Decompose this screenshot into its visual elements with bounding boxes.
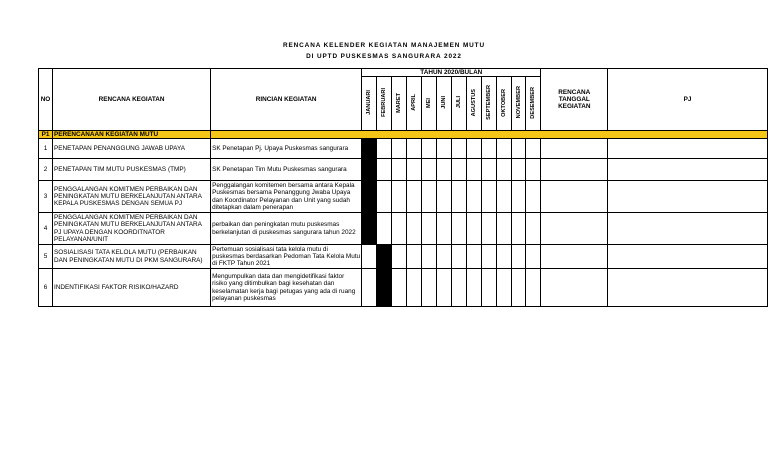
month-cell xyxy=(481,269,496,307)
month-cell xyxy=(481,245,496,269)
month-cell xyxy=(451,139,466,159)
month-cell xyxy=(496,269,511,307)
header-tahun-bulan: TAHUN 2020/BULAN xyxy=(362,69,541,77)
table-row xyxy=(39,269,768,307)
month-header xyxy=(496,77,511,131)
month-cell xyxy=(511,139,526,159)
rencana-tanggal-cell xyxy=(541,139,608,159)
month-label: AGUSTUS xyxy=(470,88,477,117)
month-cell xyxy=(421,159,436,181)
month-cell xyxy=(377,245,392,269)
header-rincian-kegiatan: RINCIAN KEGIATAN xyxy=(211,69,362,131)
month-header xyxy=(392,77,407,131)
month-cell xyxy=(392,269,407,307)
month-header xyxy=(406,77,421,131)
month-cell xyxy=(436,139,451,159)
month-cell xyxy=(511,245,526,269)
month-header xyxy=(466,77,481,131)
pj-cell xyxy=(608,269,768,307)
rencana-tanggal-cell xyxy=(541,269,608,307)
month-cell xyxy=(451,245,466,269)
month-cell xyxy=(466,181,481,213)
month-cell xyxy=(511,213,526,245)
rencana-kegiatan-cell: INDENTIFIKASI FAKTOR RISIKO/HAZARD xyxy=(52,269,210,307)
month-label: MARET xyxy=(396,92,403,113)
month-label: MEI xyxy=(425,97,432,108)
month-cell xyxy=(451,181,466,213)
month-cell xyxy=(526,181,541,213)
month-label: OKTOBER xyxy=(500,88,507,117)
header-no: NO xyxy=(39,69,53,131)
rencana-kegiatan-cell: PENETAPAN PENANGGUNG JAWAB UPAYA xyxy=(52,139,210,159)
month-cell xyxy=(406,269,421,307)
month-cell xyxy=(526,269,541,307)
table-row xyxy=(39,213,768,245)
document-subtitle: DI UPTD PUSKESMAS SANGURARA 2022 xyxy=(306,53,462,60)
month-cell xyxy=(496,181,511,213)
pj-cell xyxy=(608,181,768,213)
month-cell xyxy=(362,139,377,159)
month-cell xyxy=(421,245,436,269)
month-cell xyxy=(526,139,541,159)
month-cell xyxy=(362,245,377,269)
month-cell xyxy=(421,269,436,307)
month-cell xyxy=(526,213,541,245)
row-number: 5 xyxy=(39,245,53,269)
month-cell xyxy=(451,269,466,307)
month-cell xyxy=(481,159,496,181)
month-cell xyxy=(392,213,407,245)
month-cell xyxy=(481,139,496,159)
month-cell xyxy=(392,159,407,181)
month-header xyxy=(377,77,392,131)
section-code: P1 xyxy=(39,131,53,139)
month-label: JANUARI xyxy=(366,90,373,115)
month-cell xyxy=(496,139,511,159)
month-cell xyxy=(481,213,496,245)
month-header xyxy=(481,77,496,131)
section-label: PERENCANAAN KEGIATAN MUTU xyxy=(52,131,210,139)
document-title: RENCANA KELENDER KEGIATAN MANAJEMEN MUTU xyxy=(282,42,486,49)
rencana-kegiatan-cell: PENGGALANGAN KOMITMEN PERBAIKAN DAN PENINGKATAN MUTU BERKELANJUTAN ANTARA PJ UPAYA DENGAN KOORDITNATOR PELAYANAN/UNIT xyxy=(52,213,210,245)
rincian-kegiatan-cell: SK Penetapan Pj. Upaya Puskesmas sangurara xyxy=(211,139,362,159)
month-cell xyxy=(436,181,451,213)
month-header xyxy=(421,77,436,131)
month-cell xyxy=(436,213,451,245)
month-cell xyxy=(406,245,421,269)
rencana-tanggal-cell xyxy=(541,181,608,213)
month-cell xyxy=(406,213,421,245)
month-header xyxy=(526,77,541,131)
month-cell xyxy=(526,245,541,269)
month-cell xyxy=(406,139,421,159)
month-cell xyxy=(392,245,407,269)
row-number: 3 xyxy=(39,181,53,213)
rencana-tanggal-cell xyxy=(541,159,608,181)
row-number: 2 xyxy=(39,159,53,181)
month-cell xyxy=(466,139,481,159)
rencana-tanggal-cell xyxy=(541,213,608,245)
pj-cell xyxy=(608,245,768,269)
month-cell xyxy=(496,159,511,181)
month-cell xyxy=(526,159,541,181)
month-cell xyxy=(377,139,392,159)
rencana-kegiatan-cell: PENETAPAN TIM MUTU PUSKESMAS (TMP) xyxy=(52,159,210,181)
month-cell xyxy=(436,269,451,307)
rencana-kegiatan-cell: PENGGALANGAN KOMITMEN PERBAIKAN DAN PENINGKATAN MUTU BERKELANJUTAN ANTARA KEPALA PUSKESMAS DENGAN SEMUA PJ xyxy=(52,181,210,213)
header-pj: PJ xyxy=(608,69,768,131)
month-cell xyxy=(511,159,526,181)
table-row xyxy=(39,139,768,159)
rincian-kegiatan-cell: perbaikan dan peningkatan mutu puskesmas berkelanjutan di puskesmas sangurara tahun 2022 xyxy=(211,213,362,245)
rencana-kegiatan-cell: SOSIALISASI TATA KELOLA MUTU (PERBAIKAN DAN PENINGKATAN MUTU DI PKM SANGURARA) xyxy=(52,245,210,269)
month-cell xyxy=(362,159,377,181)
month-cell xyxy=(511,269,526,307)
month-cell xyxy=(466,213,481,245)
row-number: 4 xyxy=(39,213,53,245)
month-cell xyxy=(451,159,466,181)
rencana-tanggal-cell xyxy=(541,245,608,269)
month-cell xyxy=(406,159,421,181)
rincian-kegiatan-cell: Mengumpulkan data dan mengidetifikasi faktor risiko yang ditimbulkan bagi kesehatan dan keselamatan kerja bagi petugas yang ada di ruang pelayanan puskesmas xyxy=(211,269,362,307)
pj-cell xyxy=(608,159,768,181)
month-cell xyxy=(421,181,436,213)
month-cell xyxy=(496,245,511,269)
month-cell xyxy=(511,181,526,213)
row-number: 1 xyxy=(39,139,53,159)
activity-calendar-table xyxy=(38,68,768,307)
header-rencana-kegiatan: RENCANA KEGIATAN xyxy=(52,69,210,131)
month-label: DESEMBER xyxy=(530,86,537,119)
table-row xyxy=(39,181,768,213)
month-header xyxy=(451,77,466,131)
month-cell xyxy=(421,213,436,245)
month-label: APRIL xyxy=(410,94,417,111)
month-cell xyxy=(436,159,451,181)
month-cell xyxy=(377,181,392,213)
month-cell xyxy=(466,159,481,181)
month-cell xyxy=(481,181,496,213)
month-cell xyxy=(421,139,436,159)
pj-cell xyxy=(608,139,768,159)
month-header xyxy=(436,77,451,131)
month-label: JULI xyxy=(455,96,462,109)
month-cell xyxy=(392,139,407,159)
month-cell xyxy=(451,213,466,245)
pj-cell xyxy=(608,213,768,245)
month-header xyxy=(362,77,377,131)
month-label: NOVEMBER xyxy=(515,86,522,119)
month-cell xyxy=(377,213,392,245)
month-label: FEBRUARI xyxy=(381,88,388,117)
rincian-kegiatan-cell: Pertemuan sosialisasi tata kelola mutu di puskesmas berdasarkan Pedoman Tata Kelola Mutu di FKTP Tahun 2021 xyxy=(212,245,361,268)
month-header xyxy=(511,77,526,131)
month-cell xyxy=(377,159,392,181)
month-cell xyxy=(392,181,407,213)
month-label: JUNI xyxy=(440,96,447,109)
row-number: 6 xyxy=(39,269,53,307)
rincian-kegiatan-cell: Penggalangan komitemen bersama antara Kepala Puskesmas bersama Penanggung Jwaba Upaya dan Koordinator Pelayanan dan Unit yang sudah ditetapkan dalam penerapan xyxy=(211,181,362,213)
month-cell xyxy=(466,269,481,307)
month-cell xyxy=(406,181,421,213)
month-label: SEPTEMBER xyxy=(485,85,492,120)
month-cell xyxy=(377,269,392,307)
month-cell xyxy=(466,245,481,269)
table-row xyxy=(39,245,768,269)
rincian-kegiatan-cell: SK Penetapan Tim Mutu Puskesmas sangurara xyxy=(211,159,362,181)
month-cell xyxy=(362,269,377,307)
month-cell xyxy=(496,213,511,245)
header-rencana-tanggal: RENCANA TANGGAL KEGIATAN xyxy=(541,69,608,131)
table-row xyxy=(39,159,768,181)
section-fill xyxy=(211,131,768,139)
month-cell xyxy=(362,213,377,245)
month-cell xyxy=(436,245,451,269)
month-cell xyxy=(362,181,377,213)
